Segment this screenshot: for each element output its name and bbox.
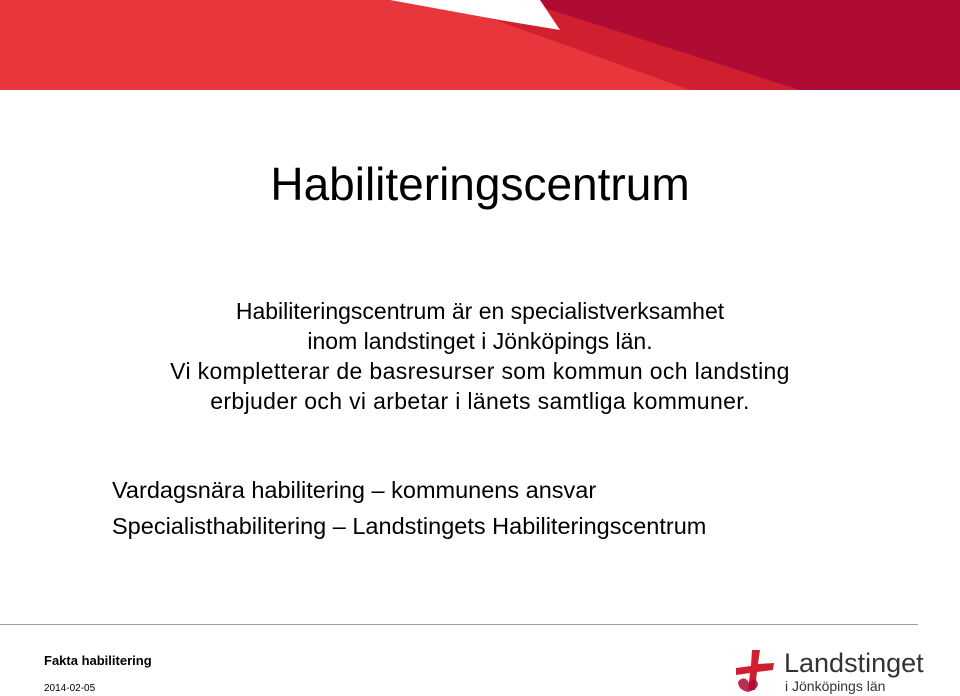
intro-paragraph	[0, 296, 960, 416]
cross-heart-logo-icon	[734, 648, 776, 692]
slide-title: Habiliteringscentrum	[270, 158, 690, 210]
responsibility-line-municipal: Vardagsnära habilitering – kommunens ansvar	[112, 477, 597, 503]
header-banner	[0, 0, 960, 90]
organization-logo	[734, 645, 924, 695]
intro-line: Vi kompletterar de basresurser som kommun och landsting	[170, 358, 790, 384]
logo-subtitle: i Jönköpings län	[785, 678, 886, 694]
footer-date: 2014-02-05	[44, 683, 96, 694]
footer-label: Fakta habilitering	[44, 653, 152, 668]
responsibility-list	[112, 472, 932, 544]
responsibility-line-county: Specialisthabilitering – Landstingets Habiliteringscentrum	[112, 513, 707, 539]
logo-name: Landstinget	[784, 648, 924, 678]
intro-line: erbjuder och vi arbetar i länets samtliga kommuner.	[210, 388, 750, 414]
intro-line: inom landstinget i Jönköpings län.	[307, 328, 653, 354]
footer-divider	[0, 624, 918, 625]
intro-line: Habiliteringscentrum är en specialistverksamhet	[235, 298, 725, 324]
